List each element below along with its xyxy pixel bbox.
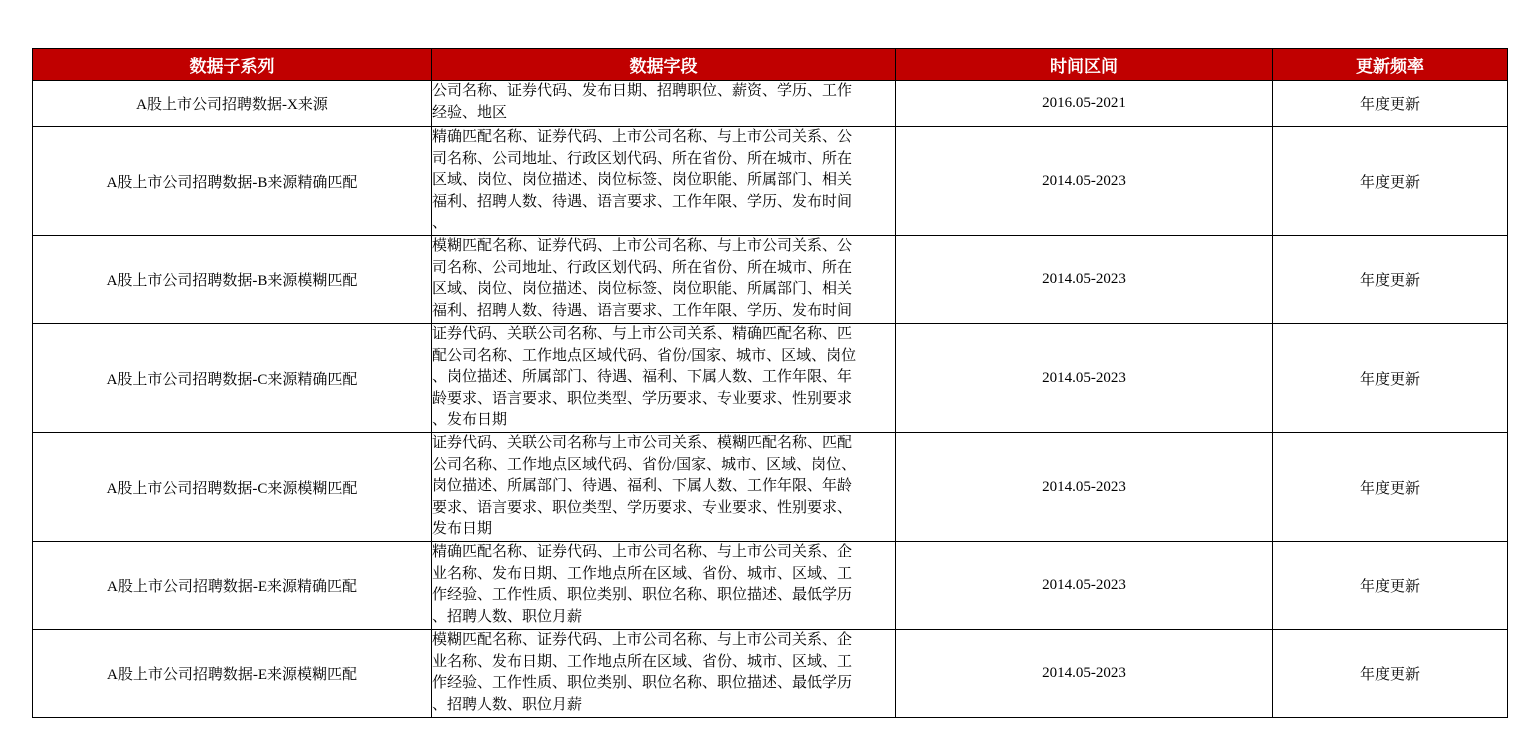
series-cell: A股上市公司招聘数据-E来源精确匹配 — [33, 542, 432, 630]
series-cell: A股上市公司招聘数据-X来源 — [33, 81, 432, 127]
series-cell: A股上市公司招聘数据-B来源模糊匹配 — [33, 236, 432, 324]
fields-cell: 模糊匹配名称、证券代码、上市公司名称、与上市公司关系、企 业名称、发布日期、工作地点所在区域、省份、城市、区域、工 作经验、工作性质、职位类别、职位名称、职位描述、最低学历 、招聘人数、职位月薪 — [432, 630, 896, 718]
period-cell: 2014.05-2023 — [896, 127, 1273, 236]
series-cell: A股上市公司招聘数据-C来源精确匹配 — [33, 324, 432, 433]
header-row — [33, 49, 1508, 81]
frequency-cell: 年度更新 — [1273, 433, 1508, 542]
frequency-cell: 年度更新 — [1273, 324, 1508, 433]
header-period: 时间区间 — [896, 49, 1273, 81]
fields-cell: 证券代码、关联公司名称与上市公司关系、模糊匹配名称、匹配 公司名称、工作地点区域代码、省份/国家、城市、区域、岗位、 岗位描述、所属部门、待遇、福利、下属人数、工作年限、年龄 要求、语言要求、职位类型、学历要求、专业要求、性别要求、 发布日期 — [432, 433, 896, 542]
frequency-cell: 年度更新 — [1273, 81, 1508, 127]
frequency-cell: 年度更新 — [1273, 236, 1508, 324]
table-row — [33, 127, 1508, 236]
frequency-cell: 年度更新 — [1273, 630, 1508, 718]
header-fields: 数据字段 — [432, 49, 896, 81]
table-row — [33, 81, 1508, 127]
table-row — [33, 433, 1508, 542]
period-cell: 2014.05-2023 — [896, 542, 1273, 630]
fields-cell: 公司名称、证券代码、发布日期、招聘职位、薪资、学历、工作 经验、地区 — [432, 81, 896, 127]
series-cell: A股上市公司招聘数据-E来源模糊匹配 — [33, 630, 432, 718]
period-cell: 2016.05-2021 — [896, 81, 1273, 127]
series-cell: A股上市公司招聘数据-B来源精确匹配 — [33, 127, 432, 236]
period-cell: 2014.05-2023 — [896, 236, 1273, 324]
header-series: 数据子系列 — [33, 49, 432, 81]
frequency-cell: 年度更新 — [1273, 127, 1508, 236]
table-row — [33, 236, 1508, 324]
period-cell: 2014.05-2023 — [896, 324, 1273, 433]
frequency-cell: 年度更新 — [1273, 542, 1508, 630]
data-series-table — [32, 48, 1508, 718]
table-row — [33, 542, 1508, 630]
table-row — [33, 324, 1508, 433]
header-frequency: 更新频率 — [1273, 49, 1508, 81]
fields-cell: 精确匹配名称、证券代码、上市公司名称、与上市公司关系、企 业名称、发布日期、工作地点所在区域、省份、城市、区域、工 作经验、工作性质、职位类别、职位名称、职位描述、最低学历 、招聘人数、职位月薪 — [432, 542, 896, 630]
fields-cell: 模糊匹配名称、证券代码、上市公司名称、与上市公司关系、公 司名称、公司地址、行政区划代码、所在省份、所在城市、所在 区域、岗位、岗位描述、岗位标签、岗位职能、所属部门、相关 福利、招聘人数、待遇、语言要求、工作年限、学历、发布时间 — [432, 236, 896, 324]
fields-cell: 证券代码、关联公司名称、与上市公司关系、精确匹配名称、匹 配公司名称、工作地点区域代码、省份/国家、城市、区域、岗位 、岗位描述、所属部门、待遇、福利、下属人数、工作年限、年 龄要求、语言要求、职位类型、学历要求、专业要求、性别要求 、发布日期 — [432, 324, 896, 433]
period-cell: 2014.05-2023 — [896, 433, 1273, 542]
table-row — [33, 630, 1508, 718]
series-cell: A股上市公司招聘数据-C来源模糊匹配 — [33, 433, 432, 542]
period-cell: 2014.05-2023 — [896, 630, 1273, 718]
fields-cell: 精确匹配名称、证券代码、上市公司名称、与上市公司关系、公 司名称、公司地址、行政区划代码、所在省份、所在城市、所在 区域、岗位、岗位描述、岗位标签、岗位职能、所属部门、相关 福利、招聘人数、待遇、语言要求、工作年限、学历、发布时间 、 — [432, 127, 896, 236]
